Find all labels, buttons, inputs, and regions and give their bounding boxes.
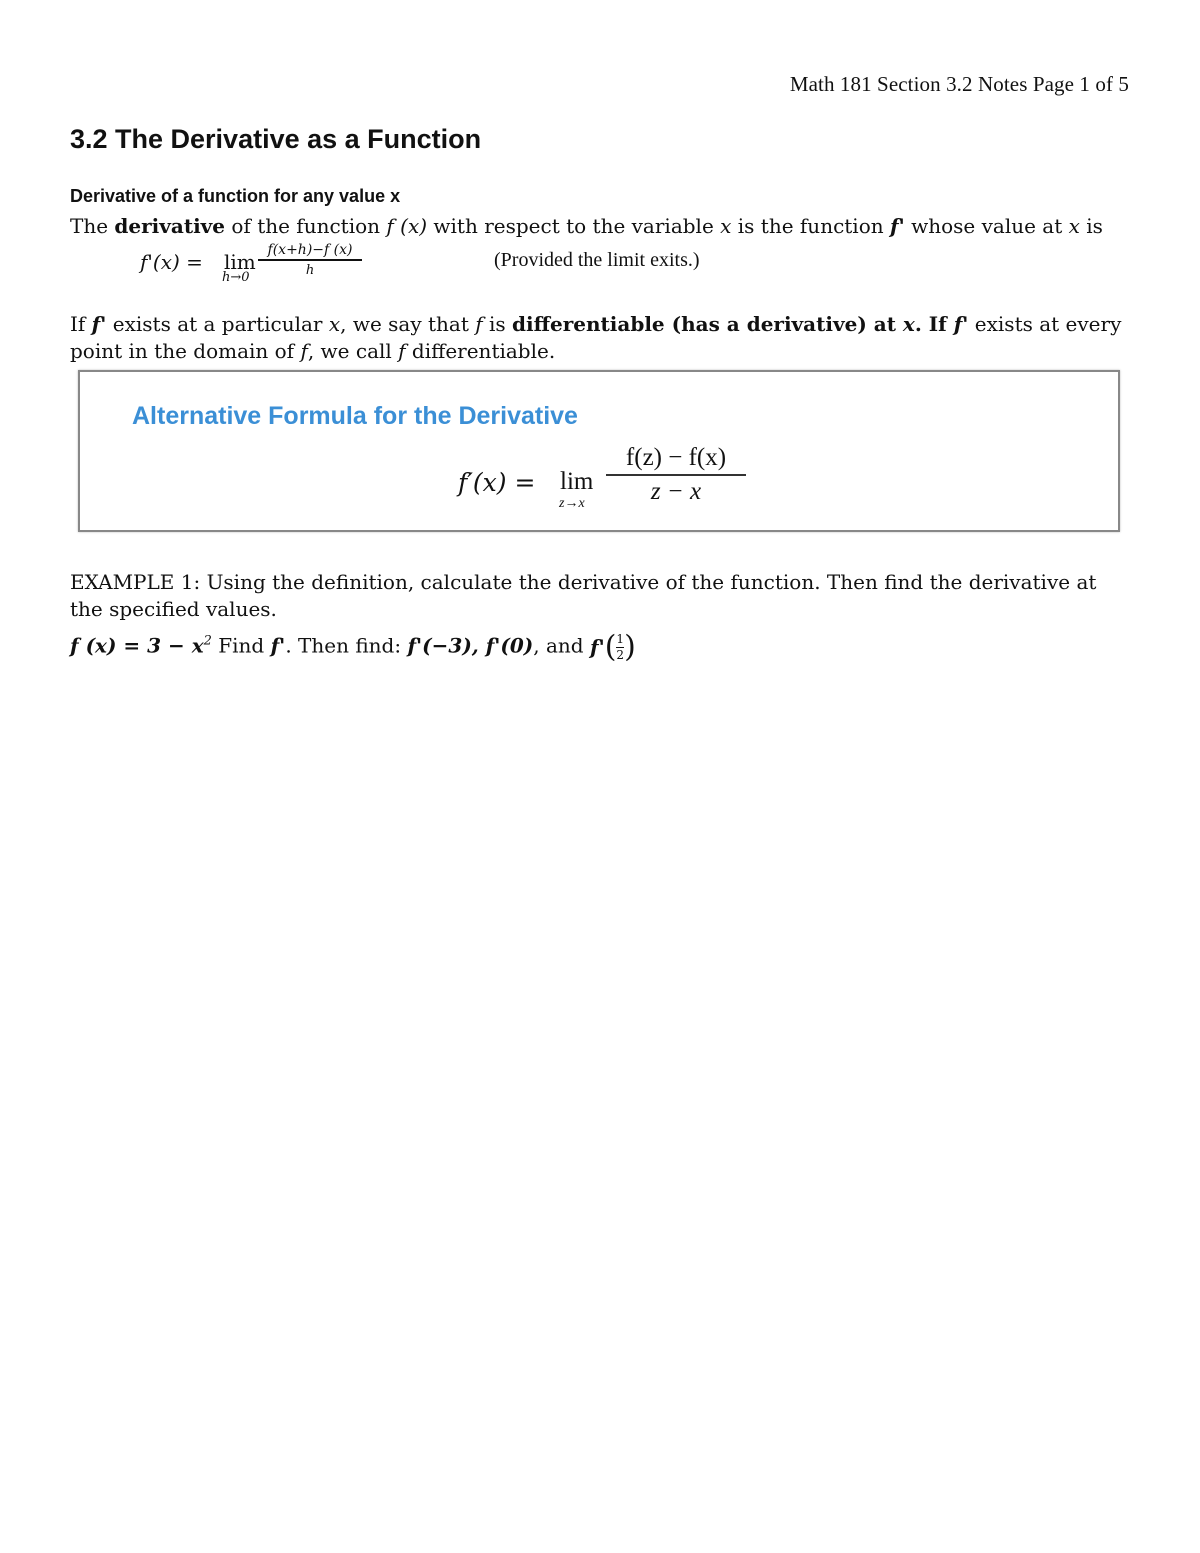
alt-lim-sub: z→x (559, 496, 585, 511)
def-x-2: x (1068, 214, 1080, 238)
diff-f-1: f (475, 312, 483, 336)
example-values: f'(−3), f'(0) (407, 633, 534, 658)
diff-x-1: x (328, 312, 341, 336)
formula1-denominator: h (305, 263, 315, 278)
example-find-2: . Then find: (285, 633, 408, 658)
diff-text-8: differentiable. (405, 339, 556, 363)
alt-numerator: f(z) − f(x) (625, 444, 727, 471)
derivative-definition (70, 213, 1103, 240)
alt-denominator: z − x (650, 477, 702, 505)
def-text-5: whose value at (904, 214, 1069, 238)
def-fprime: f' (890, 214, 905, 238)
def-fx: f (x) (386, 214, 428, 238)
def-text-4: is the function (731, 214, 890, 238)
def-text-3: with respect to the variable (427, 214, 721, 238)
example-half-open-paren: ( (604, 629, 617, 665)
diff-text-7: , we call (307, 339, 399, 363)
example-half-value (590, 628, 636, 666)
formula1-note: (Provided the limit exits.) (494, 249, 700, 271)
alt-fraction (606, 444, 746, 506)
def-bold-word: derivative (114, 214, 226, 238)
example-find-1: Find (211, 633, 271, 658)
example-exponent: 2 (203, 633, 212, 649)
diff-f-3: f (398, 339, 406, 363)
alternative-formula-title: Alternative Formula for the Derivative (132, 402, 578, 430)
alternative-formula-box (78, 370, 1120, 532)
diff-text-5: . If (914, 312, 954, 336)
alt-lhs: f′(x) = (458, 468, 536, 497)
diff-text-1: If (70, 312, 92, 336)
example-half-denominator: 2 (616, 648, 625, 662)
alt-lim: lim (560, 468, 594, 495)
example-1-prompt: EXAMPLE 1: Using the definition, calculate the derivative of the function. Then find the derivative at the specified values. (70, 570, 1097, 621)
example-half-close-paren: ) (624, 629, 636, 665)
def-x-1: x (720, 214, 732, 238)
example-and: , and (533, 633, 590, 658)
diff-bold-phrase: differentiable (has a derivative) at (512, 312, 903, 336)
formula1-lim: lim (224, 250, 256, 274)
example-1-function-line (70, 628, 636, 668)
def-text-1: The (70, 214, 115, 238)
diff-x-bold: x (902, 312, 915, 336)
differentiable-paragraph (70, 311, 1130, 365)
section-title: 3.2 The Derivative as a Function (70, 124, 482, 154)
alternative-formula (458, 444, 778, 514)
example-half-fprime: f' (589, 635, 605, 659)
formula1-fraction (258, 242, 362, 278)
page-header: Math 181 Section 3.2 Notes Page 1 of 5 (789, 72, 1129, 96)
def-text-6: is (1079, 214, 1103, 238)
example-fprime: f' (270, 633, 286, 658)
formula1-numerator: f(x+h)−f (x) (267, 242, 353, 258)
diff-text-4: is (482, 312, 513, 336)
example-half-fraction (616, 633, 624, 662)
formula1-lim-sub: h→0 (222, 270, 250, 285)
definition-subheading: Derivative of a function for any value x (70, 186, 401, 206)
example-half-numerator: 1 (616, 632, 625, 646)
diff-text-2: exists at a particular (106, 312, 329, 336)
diff-f-2: f (300, 339, 308, 363)
diff-fprime-2: f' (953, 312, 969, 336)
formula1-lhs: f'(x) = (140, 250, 203, 274)
diff-text-3: , we say that (340, 312, 476, 336)
def-text-2: of the function (225, 214, 387, 238)
example-function: f (x) = 3 − x (70, 633, 204, 658)
formula1-fraction-bar (258, 259, 362, 261)
diff-text-6: exists at every point in the domain of (70, 312, 1122, 363)
diff-fprime-1: f' (91, 312, 107, 336)
alt-fraction-bar (606, 474, 746, 476)
